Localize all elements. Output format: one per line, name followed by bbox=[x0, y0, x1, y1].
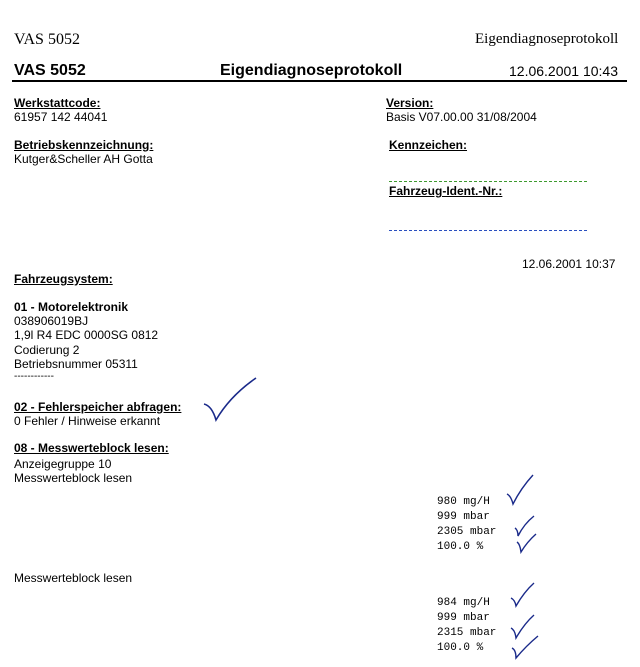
measurement-value: 980 mg/H bbox=[437, 496, 490, 508]
checkmark-icon bbox=[200, 376, 260, 426]
betrieb-label: Betriebskennzeichnung: bbox=[14, 138, 154, 152]
system-line: 038906019BJ bbox=[14, 314, 89, 328]
system-line: Betriebsnummer 05311 bbox=[14, 357, 138, 371]
measurement-value: 999 mbar bbox=[437, 511, 490, 523]
system-separator: ------------ bbox=[14, 371, 54, 382]
system-line: 1,9l R4 EDC 0000SG 0812 bbox=[14, 328, 159, 342]
checkmark-icon bbox=[508, 612, 542, 662]
messwerte-line: Messwerteblock lesen bbox=[14, 571, 133, 585]
fehler-title: 02 - Fehlerspeicher abfragen: bbox=[14, 400, 182, 414]
messwerte-title: 08 - Messwerteblock lesen: bbox=[14, 441, 169, 455]
version-label: Version: bbox=[386, 96, 434, 110]
measurement-value: 100.0 % bbox=[437, 642, 484, 654]
checkmark-icon bbox=[512, 514, 538, 554]
system-title: 01 - Motorelektronik bbox=[14, 300, 129, 314]
system-line: Codierung 2 bbox=[14, 343, 80, 357]
messwerte-line: Messwerteblock lesen bbox=[14, 471, 133, 485]
timestamp-2: 12.06.2001 10:37 bbox=[522, 257, 616, 271]
fahrzeugsystem-label: Fahrzeugsystem: bbox=[14, 272, 113, 286]
doc-datetime: 12.06.2001 10:43 bbox=[509, 63, 618, 79]
doc-title: Eigendiagnoseprotokoll bbox=[220, 62, 403, 79]
measurement-value: 100.0 % bbox=[437, 541, 484, 553]
checkmark-icon bbox=[508, 580, 536, 610]
betrieb-value: Kutger&Scheller AH Gotta bbox=[14, 152, 153, 166]
measurement-value: 999 mbar bbox=[437, 612, 490, 624]
measurement-value: 984 mg/H bbox=[437, 597, 490, 609]
measurement-value: 2305 mbar bbox=[437, 526, 497, 538]
top-header-left: VAS 5052 bbox=[14, 31, 80, 48]
messwerte-line: Anzeigegruppe 10 bbox=[14, 457, 112, 471]
top-header-right: Eigendiagnoseprotokoll bbox=[475, 31, 619, 47]
fehler-result: 0 Fehler / Hinweise erkannt bbox=[14, 414, 161, 428]
kennzeichen-label: Kennzeichen: bbox=[389, 138, 468, 152]
doc-device: VAS 5052 bbox=[14, 62, 86, 79]
fahrzeug-ident-label: Fahrzeug-Ident.-Nr.: bbox=[389, 184, 503, 198]
kennzeichen-line bbox=[389, 181, 587, 182]
version-value: Basis V07.00.00 31/08/2004 bbox=[386, 110, 537, 124]
werkstatt-value: 61957 142 44041 bbox=[14, 110, 108, 124]
fahrzeug-ident-line bbox=[389, 230, 587, 231]
header-rule bbox=[12, 80, 627, 82]
measurement-value: 2315 mbar bbox=[437, 627, 497, 639]
checkmark-icon bbox=[503, 472, 537, 508]
werkstatt-label: Werkstattcode: bbox=[14, 96, 101, 110]
